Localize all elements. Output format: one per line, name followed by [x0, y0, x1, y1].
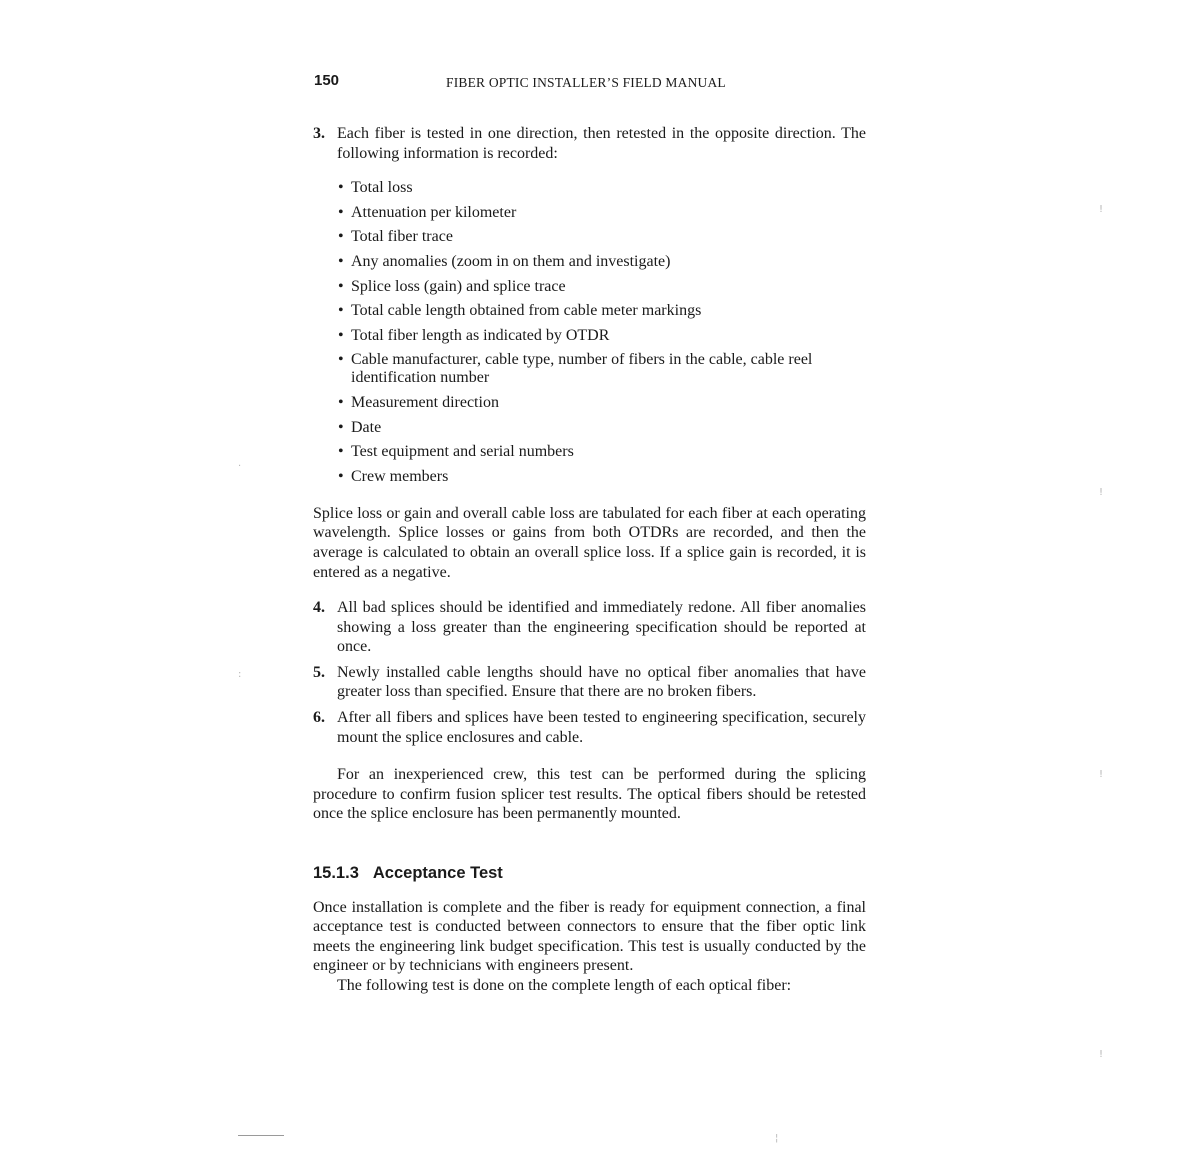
- step-5: [313, 663, 866, 702]
- scan-mark: !: [1099, 769, 1104, 780]
- step-4: [313, 598, 866, 657]
- step-text: Each fiber is tested in one direction, then retested in the opposite direction. The following information is recorded:: [337, 125, 866, 162]
- bullet-icon: •: [338, 467, 344, 485]
- list-item: • Attenuation per kilometer: [338, 203, 517, 221]
- list-item: • Cable manufacturer, cable type, number of fibers in the cable, cable reel identification number: [338, 351, 813, 387]
- scan-mark: ·: [238, 461, 242, 472]
- page-header: [314, 72, 874, 94]
- running-title: FIBER OPTIC INSTALLER’S FIELD MANUAL: [446, 75, 726, 90]
- scan-mark: :: [238, 669, 242, 680]
- step-text: Newly installed cable lengths should have no optical fiber anomalies that have greater loss than specified. Ensure that there are no broken fibers.: [337, 663, 866, 701]
- scan-mark: !: [1099, 204, 1104, 215]
- step-text: After all fibers and splices have been tested to engineering specification, securely mount the splice enclosures and cable.: [337, 709, 866, 746]
- bullet-icon: •: [338, 179, 344, 197]
- scan-rule: [238, 1135, 284, 1136]
- bullet-icon: •: [338, 277, 344, 295]
- steps-list: [313, 598, 866, 747]
- bullet-icon: •: [338, 351, 344, 369]
- step-number: 3.: [313, 125, 325, 142]
- bullet-icon: •: [338, 302, 344, 320]
- list-item: • Any anomalies (zoom in on them and investigate): [338, 252, 671, 270]
- list-item: • Crew members: [338, 467, 449, 485]
- step-3: [313, 124, 866, 163]
- list-item: • Total fiber trace: [338, 228, 453, 246]
- bullet-icon: •: [338, 228, 344, 246]
- bullet-icon: •: [338, 252, 344, 270]
- page-body: [313, 124, 866, 996]
- bullet-icon: •: [338, 418, 344, 436]
- recorded-info-list: [313, 179, 866, 486]
- step-6: [313, 708, 866, 747]
- bullet-icon: •: [338, 203, 344, 221]
- list-item: • Total fiber length as indicated by OTDR: [338, 326, 610, 344]
- step-text: All bad splices should be identified and immediately redone. All fiber anomalies showing a loss greater than the engineering specification should be reported at once.: [337, 599, 866, 656]
- splice-loss-paragraph: Splice loss or gain and overall cable loss are tabulated for each fiber at each operating wavelength. Splice losses or gains from both OTDRs are recorded, and then the average is calculated to obtain an overall splice loss. If a splice gain is recorded, it is entered as a negative.: [313, 504, 866, 581]
- list-item: • Date: [338, 418, 382, 436]
- step-number: 5.: [313, 663, 325, 681]
- list-item: • Test equipment and serial numbers: [338, 443, 574, 461]
- section-title: Acceptance Test: [372, 864, 503, 883]
- step-number: 4.: [313, 599, 325, 617]
- bullet-icon: •: [338, 326, 344, 344]
- acceptance-paragraph: Once installation is complete and the fiber is ready for equipment connection, a final acceptance test is conducted between connectors to ensure that the fiber optic link meets the engineering link budget specification. This test is usually conducted by the engineer or by technicians with engineers present.: [313, 898, 866, 975]
- scan-mark: ¦: [775, 1133, 779, 1144]
- bullet-icon: •: [338, 443, 344, 461]
- section-heading: [313, 864, 866, 884]
- crew-paragraph: For an inexperienced crew, this test can be performed during the splicing procedure to confirm fusion splicer test results. The optical fibers should be retested once the splice enclosure has been permanently mounted.: [313, 766, 866, 823]
- bullet-icon: •: [338, 393, 344, 411]
- page-number: 150: [314, 72, 340, 89]
- section-number: 15.1.3: [313, 864, 359, 883]
- list-item: • Total loss: [338, 179, 413, 197]
- list-item: • Measurement direction: [338, 393, 499, 411]
- step-number: 6.: [313, 709, 325, 727]
- list-item: • Splice loss (gain) and splice trace: [338, 277, 566, 295]
- list-item: • Total cable length obtained from cable meter markings: [338, 302, 702, 320]
- scan-mark: !: [1099, 487, 1104, 498]
- following-test-paragraph: The following test is done on the complete length of each optical fiber:: [337, 977, 792, 994]
- scan-mark: !: [1099, 1049, 1104, 1060]
